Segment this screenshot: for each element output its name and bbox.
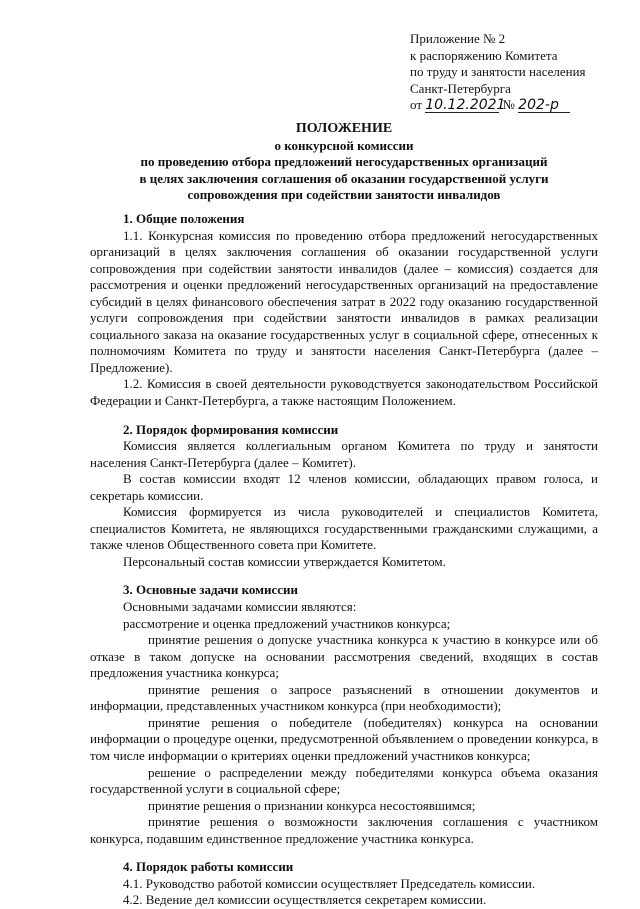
appendix-line: Приложение № 2 bbox=[410, 31, 506, 46]
paragraph: Комиссия формируется из числа руководителей и специалистов Комитета, специалистов Комитета, не являющихся государственными гражданскими служащими, а также членов Общественного совета при Комитете. bbox=[90, 504, 598, 553]
section-heading: 4. Порядок работы комиссии bbox=[123, 859, 294, 875]
document-title bbox=[90, 121, 598, 204]
appendix-header bbox=[410, 31, 625, 114]
paragraph: В состав комиссии входят 12 членов комиссии, обладающих правом голоса, и секретарь комиссии. bbox=[90, 471, 598, 503]
title-line: в целях заключения соглашения об оказании государственной услуги bbox=[139, 170, 549, 186]
document-body bbox=[90, 211, 598, 909]
appendix-line: к распоряжению Комитета bbox=[410, 47, 558, 63]
list-item: принятие решения о возможности заключения соглашения с участником конкурса, подавшим единственное предложение участника конкурса. bbox=[90, 814, 598, 846]
paragraph: Основными задачами комиссии являются: bbox=[123, 599, 357, 615]
spacer bbox=[90, 570, 598, 582]
title-line: по проведению отбора предложений негосударственных организаций bbox=[140, 154, 548, 170]
title-line: о конкурсной комиссии bbox=[274, 137, 414, 153]
appendix-date-line bbox=[410, 97, 625, 114]
list-item: принятие решения о признании конкурса несостоявшимся; bbox=[148, 797, 476, 813]
paragraph: Комиссия является коллегиальным органом Комитета по труду и занятости населения Санкт-Петербурга (далее – Комитет). bbox=[90, 438, 598, 470]
section-heading: 3. Основные задачи комиссии bbox=[123, 582, 299, 598]
paragraph: Персональный состав комиссии утверждается Комитетом. bbox=[123, 553, 446, 569]
list-item: рассмотрение и оценка предложений участников конкурса; bbox=[123, 615, 451, 631]
paragraph: 4.1. Руководство работой комиссии осуществляет Председатель комиссии. bbox=[123, 875, 536, 891]
appendix-line: Санкт-Петербурга bbox=[410, 80, 511, 96]
list-item: принятие решения о победителе (победителях) конкурса на основании информации о процедуре оценки, предусмотренной объявлением о проведении конкурса, в том числе информации о критериях оценки предложений участников конкурса; bbox=[90, 714, 598, 763]
list-item: решение о распределении между победителями конкурса объема оказания государственной услуги в социальной сфере; bbox=[90, 764, 598, 797]
title-line: сопровождения при содействии занятости инвалидов bbox=[187, 187, 501, 203]
from-label: от bbox=[410, 97, 423, 112]
list-item: принятие решения о допуске участника конкурса к участию в конкурсе или об отказе в таком допуске на основании рассмотрения сведений, входящих в состав предложения участника конкурса; bbox=[90, 632, 598, 681]
number-label: № bbox=[502, 97, 515, 112]
handwritten-date: 10.12.2021 bbox=[425, 97, 506, 113]
title-main: ПОЛОЖЕНИЕ bbox=[295, 121, 393, 136]
list-item: принятие решения о запросе разъяснений в отношении документов и информации, представленных участником конкурса (при необходимости); bbox=[90, 681, 598, 714]
appendix-line: по труду и занятости населения bbox=[410, 64, 586, 79]
section-heading: 2. Порядок формирования комиссии bbox=[123, 421, 339, 437]
paragraph: 1.2. Комиссия в своей деятельности руководствуется законодательством Российской Федерации и Санкт-Петербурга, а также настоящим Положением. bbox=[90, 376, 598, 409]
spacer bbox=[90, 847, 598, 859]
paragraph: 4.2. Ведение дел комиссии осуществляется секретарем комиссии. bbox=[123, 892, 487, 908]
handwritten-number: 202-р bbox=[518, 98, 570, 113]
paragraph: 1.1. Конкурсная комиссия по проведению отбора предложений негосударственных организаций в целях заключения соглашения об оказании государственной услуги сопровождения при содействии занятости инвалидов (далее – комиссия) создается для рассмотрения и оценки предложений негосударственных организаций на предоставление субсидий в целях финансового обеспечения затрат в 2022 году оказанию государственной услуги сопровождения при содействии занятости инвалидов в рамках реализации социального заказа на оказание государственных услуг в социальной сфере, отнесенных к полномочиям Комитета по труду и занятости населения Санкт-Петербурга (далее – Предложение). bbox=[90, 227, 598, 375]
spacer bbox=[90, 410, 598, 422]
section-heading: 1. Общие положения bbox=[123, 211, 245, 226]
